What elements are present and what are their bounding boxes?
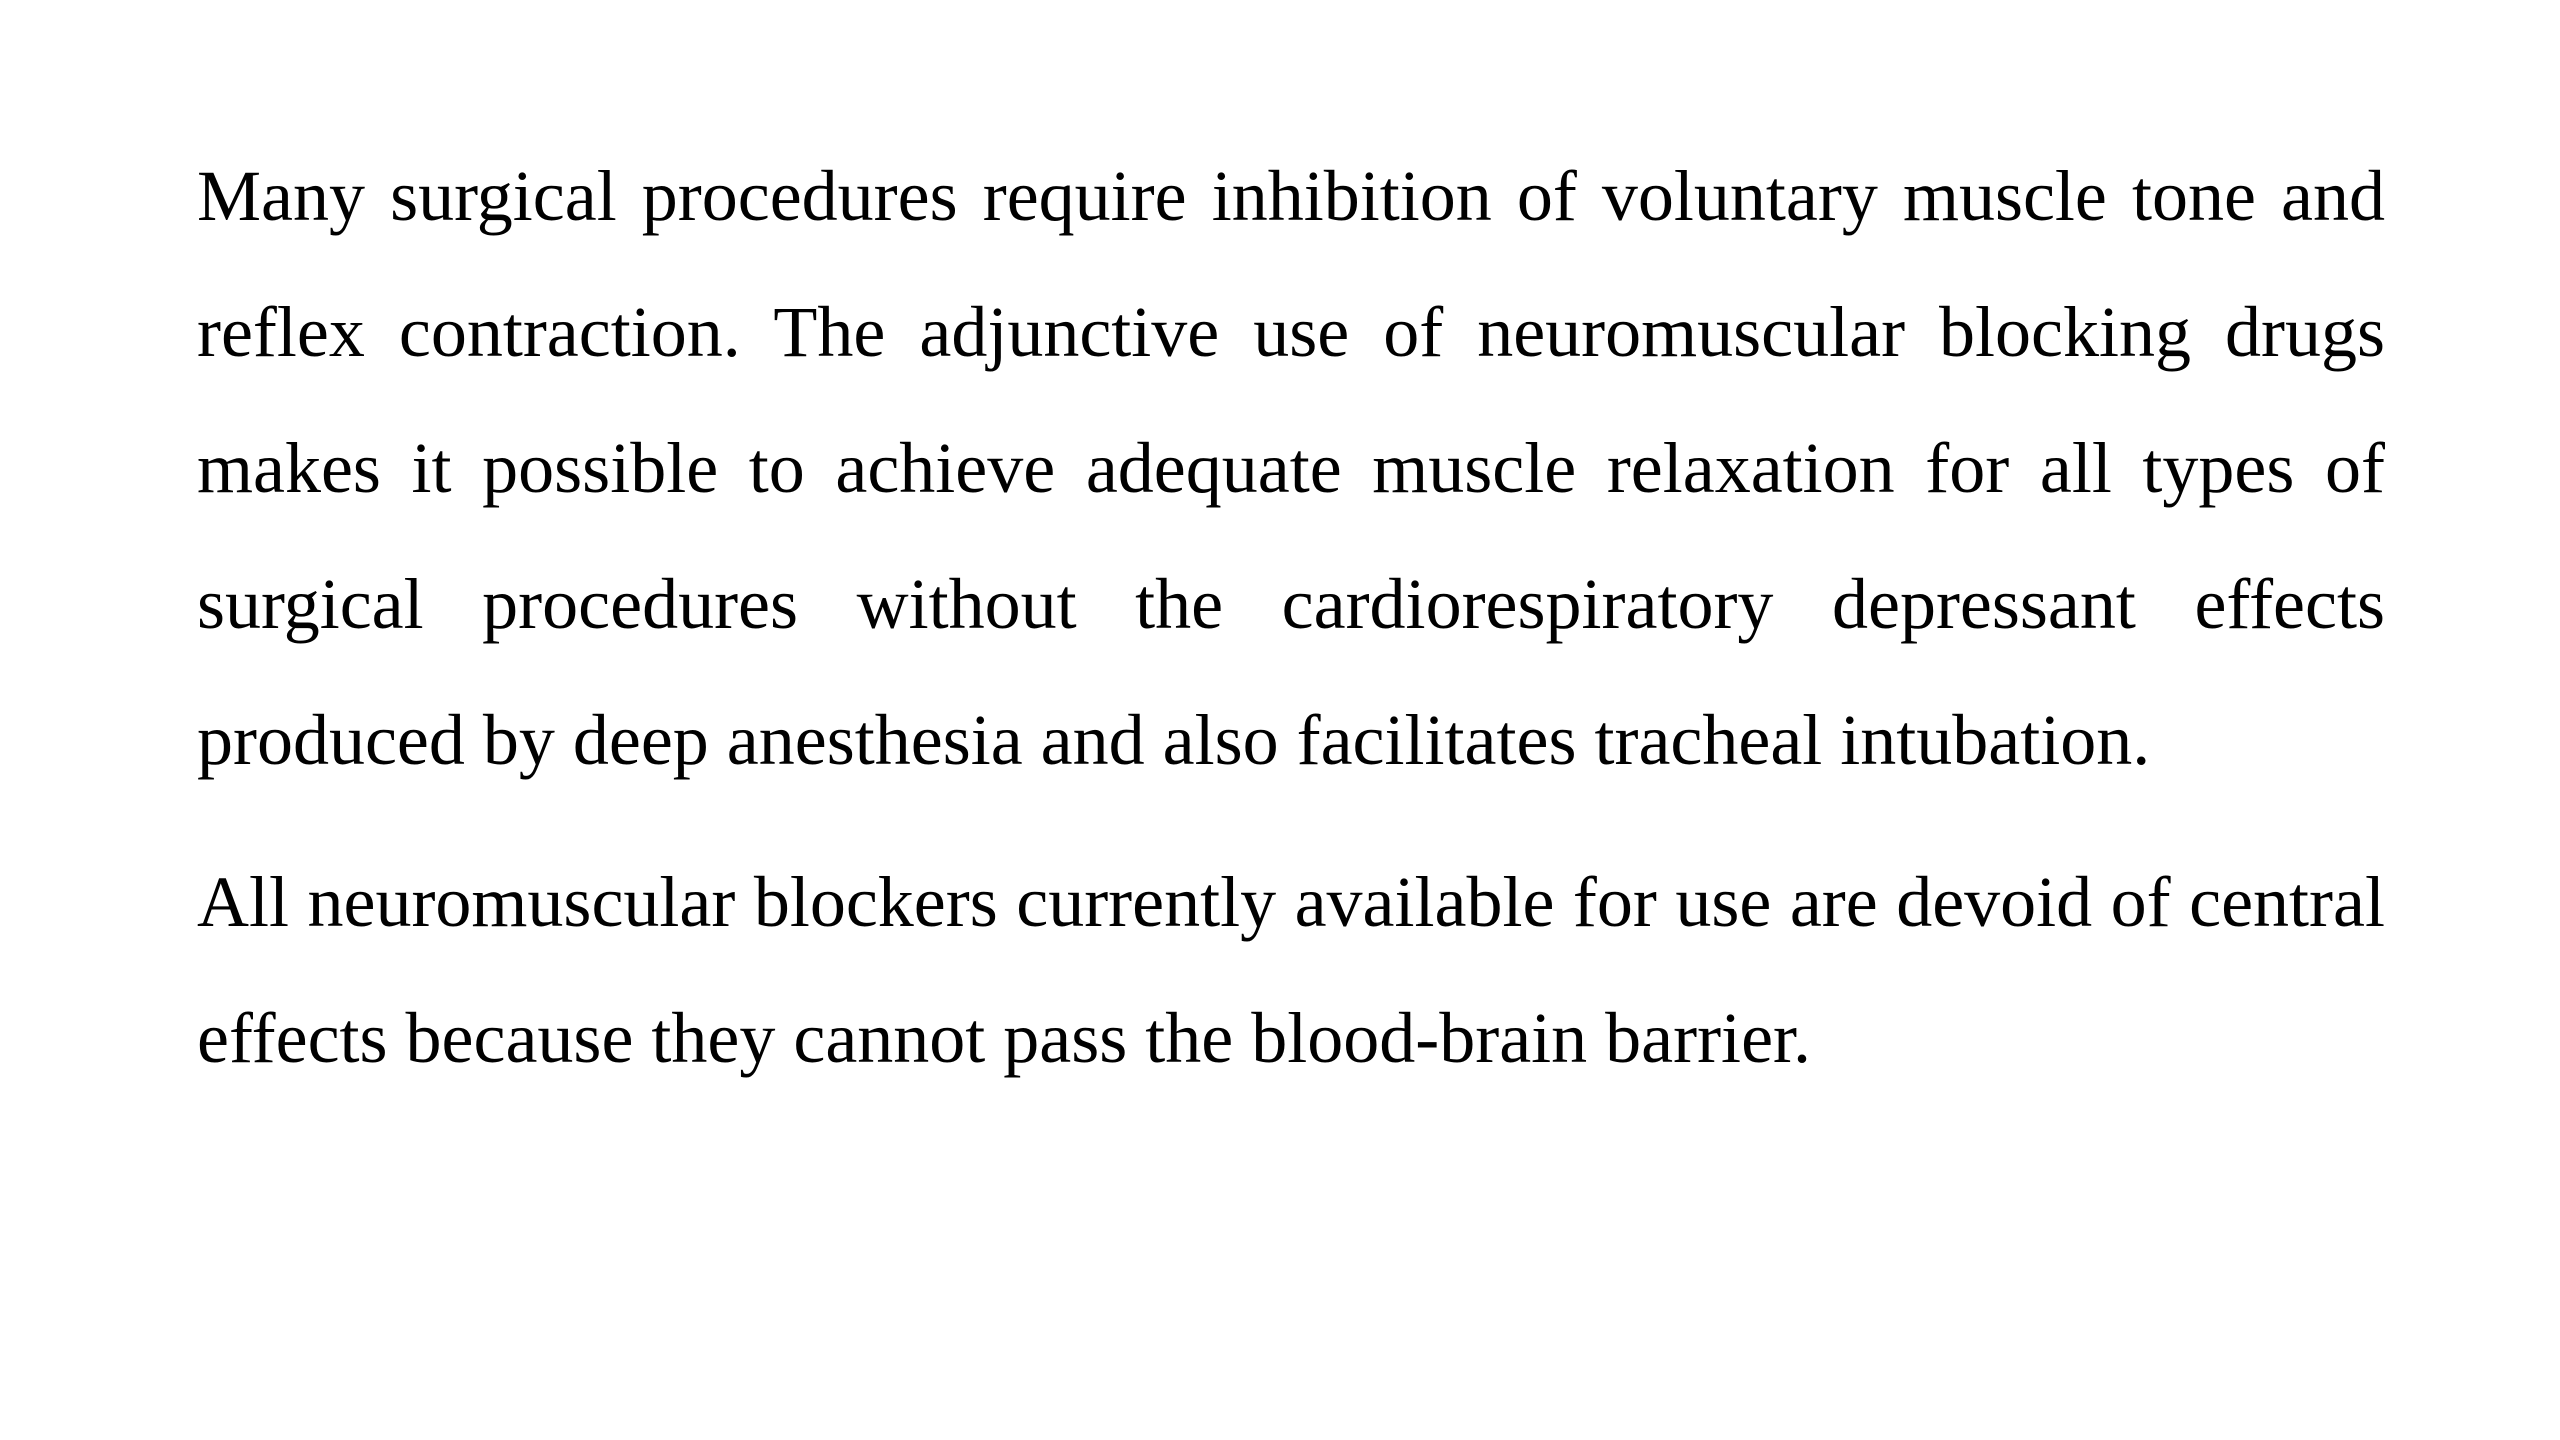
paragraph-neuromuscular-blocking-drugs: Many surgical procedures require inhibition of voluntary muscle tone and reflex contraction. The adjunctive use of neuromuscular blocking drugs makes it possible to achieve adequate muscle relaxation for all types of surgical procedures without the cardiorespiratory depressant effects produced by deep anesthesia and also facilitates tracheal intubation.: [197, 156, 2385, 780]
document-body: [197, 128, 2385, 1106]
paragraph-blood-brain-barrier: All neuromuscular blockers currently available for use are devoid of central effects because they cannot pass the blood-brain barrier.: [197, 862, 2385, 1078]
